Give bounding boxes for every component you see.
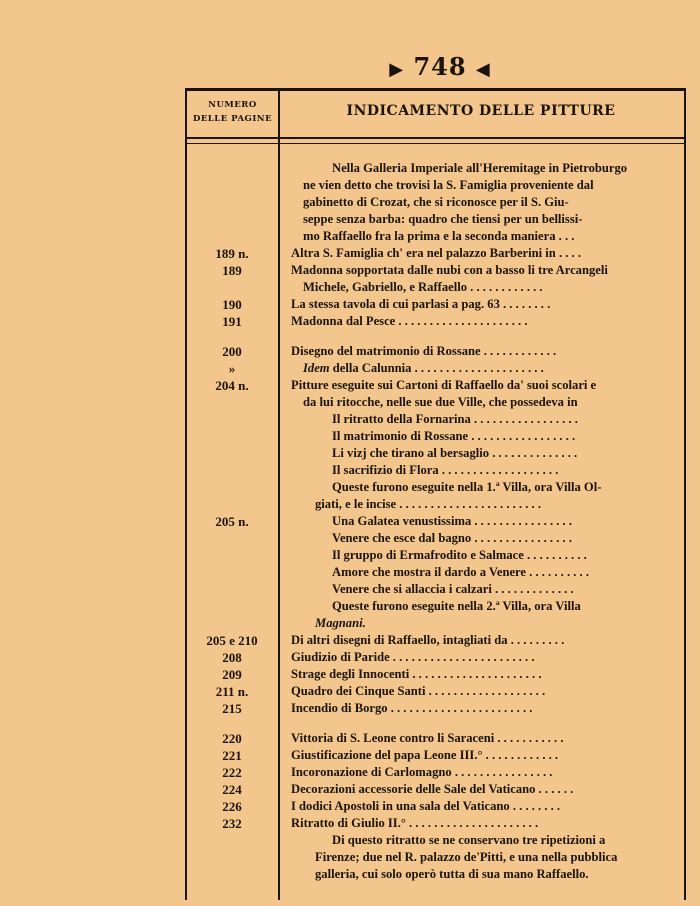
row-text: La stessa tavola di cui parlasi a pag. 63 . . . . . . . . — [291, 297, 551, 311]
row-text: ne vien detto che trovisi la S. Famiglia proveniente dal — [303, 178, 594, 192]
row-number: 222 — [222, 765, 242, 780]
row-text: Il ritratto della Fornarina . . . . . . . . . . . . . . . . . — [332, 412, 578, 426]
row-number: 232 — [222, 816, 242, 831]
header-page-number-column — [187, 98, 278, 126]
ornament-right-icon: ◀ — [475, 59, 491, 80]
page-number-value: 748 — [413, 52, 467, 81]
row-number: 200 — [222, 344, 242, 359]
row-text: Quadro dei Cinque Santi . . . . . . . . . . . . . . . . . . . — [291, 684, 546, 698]
row-number: 204 n. — [215, 378, 249, 393]
row-text: Michele, Gabriello, e Raffaello . . . . . . . . . . . . — [303, 280, 543, 294]
row-text: Pitture eseguite sui Cartoni di Raffaello da' suoi scolari e — [291, 378, 597, 392]
header-number-line1: NUMERO — [208, 100, 257, 110]
row-text: Altra S. Famiglia ch' era nel palazzo Barberini in . . . . — [291, 246, 581, 260]
row-text — [303, 360, 681, 377]
row-text: Li vizj che tirano al bersaglio . . . . . . . . . . . . . . — [332, 446, 578, 460]
row-text: Incoronazione di Carlomagno . . . . . . . . . . . . . . . . — [291, 765, 553, 779]
row-number: » — [228, 361, 236, 376]
header-number-line2: DELLE PAGINE — [192, 114, 273, 124]
row-number: 205 n. — [215, 514, 249, 529]
row-number: 220 — [222, 731, 242, 746]
row-text: Firenze; due nel R. palazzo de'Pitti, e una nella pubblica — [315, 850, 618, 864]
row-text: Di questo ritratto se ne conservano tre ripetizioni a — [332, 833, 606, 847]
row-text: Madonna dal Pesce . . . . . . . . . . . . . . . . . . . . . — [291, 314, 528, 328]
row-text: Il sacrifizio di Flora . . . . . . . . . . . . . . . . . . . — [332, 463, 559, 477]
row-text: Vittoria di S. Leone contro li Saraceni . . . . . . . . . . . — [291, 731, 564, 745]
table-header-rule-thin — [185, 143, 686, 144]
row-text: Giustificazione del papa Leone III.° . . . . . . . . . . . . — [291, 748, 559, 762]
row-text: gabinetto di Crozat, che si riconosce per il S. Giu- — [303, 195, 569, 209]
row-text: da lui ritocche, nelle sue due Ville, che possedeva in — [303, 395, 578, 409]
row-text: Giudizio di Paride . . . . . . . . . . . . . . . . . . . . . . . — [291, 650, 535, 664]
row-number: 189 n. — [215, 246, 249, 261]
row-text-italic: Idem — [303, 361, 330, 375]
row-text: Queste furono eseguite nella 2.ª Villa, ora Villa — [332, 599, 581, 613]
page-number — [0, 52, 700, 81]
table-header-rule — [185, 137, 686, 139]
row-number: 226 — [222, 799, 242, 814]
row-text: Amore che mostra il dardo a Venere . . . . . . . . . . — [332, 565, 589, 579]
row-number: 205 e 210 — [206, 633, 258, 648]
row-text: giati, e le incise . . . . . . . . . . . . . . . . . . . . . . . — [315, 497, 541, 511]
row-number: 190 — [222, 297, 242, 312]
row-text: seppe senza barba: quadro che tiensi per un bellissi- — [303, 212, 583, 226]
row-text: Di altri disegni di Raffaello, intagliati da . . . . . . . . . — [291, 633, 565, 647]
row-text: Strage degli Innocenti . . . . . . . . . . . . . . . . . . . . . — [291, 667, 542, 681]
row-text: Il matrimonio di Rossane . . . . . . . . . . . . . . . . . — [332, 429, 576, 443]
row-text: Venere che si allaccia i calzari . . . . . . . . . . . . . — [332, 582, 574, 596]
row-number: 211 n. — [215, 684, 249, 699]
row-text: I dodici Apostoli in una sala del Vaticano . . . . . . . . — [291, 799, 561, 813]
row-text: Queste furono eseguite nella 1.ª Villa, ora Villa Ol- — [332, 480, 602, 494]
row-number: 191 — [222, 314, 242, 329]
row-text: Decorazioni accessorie delle Sale del Vaticano . . . . . . — [291, 782, 574, 796]
row-number: 189 — [222, 263, 242, 278]
row-text: Ritratto di Giulio II.° . . . . . . . . . . . . . . . . . . . . . — [291, 816, 539, 830]
row-number: 209 — [222, 667, 242, 682]
row-text: Disegno del matrimonio di Rossane . . . . . . . . . . . . — [291, 344, 557, 358]
row-text: Venere che esce dal bagno . . . . . . . . . . . . . . . . — [332, 531, 572, 545]
row-number: 208 — [222, 650, 242, 665]
row-text: Una Galatea venustissima . . . . . . . . . . . . . . . . — [332, 514, 572, 528]
row-text: Magnani. — [315, 616, 366, 630]
row-text: Madonna sopportata dalle nubi con a basso li tre Arcangeli — [291, 263, 608, 277]
header-title: INDICAMENTO DELLE PITTURE — [346, 103, 616, 119]
row-text: mo Raffaello fra la prima e la seconda maniera . . . — [303, 229, 575, 243]
row-number: 221 — [222, 748, 242, 763]
row-text: Incendio di Borgo . . . . . . . . . . . . . . . . . . . . . . . — [291, 701, 533, 715]
ornament-left-icon: ▶ — [389, 59, 405, 80]
column-divider — [278, 88, 280, 900]
row-text: Nella Galleria Imperiale all'Heremitage in Pietroburgo — [332, 161, 628, 175]
table-top-rule — [185, 88, 686, 91]
row-text: galleria, cui solo operò tutta di sua mano Raffaello. — [315, 867, 589, 881]
row-number: 224 — [222, 782, 242, 797]
row-text-rest: della Calunnia . . . . . . . . . . . . . . . . . . . . . — [329, 361, 544, 375]
row-number: 215 — [222, 701, 242, 716]
row-text: Il gruppo di Ermafrodito e Salmace . . . . . . . . . . — [332, 548, 587, 562]
